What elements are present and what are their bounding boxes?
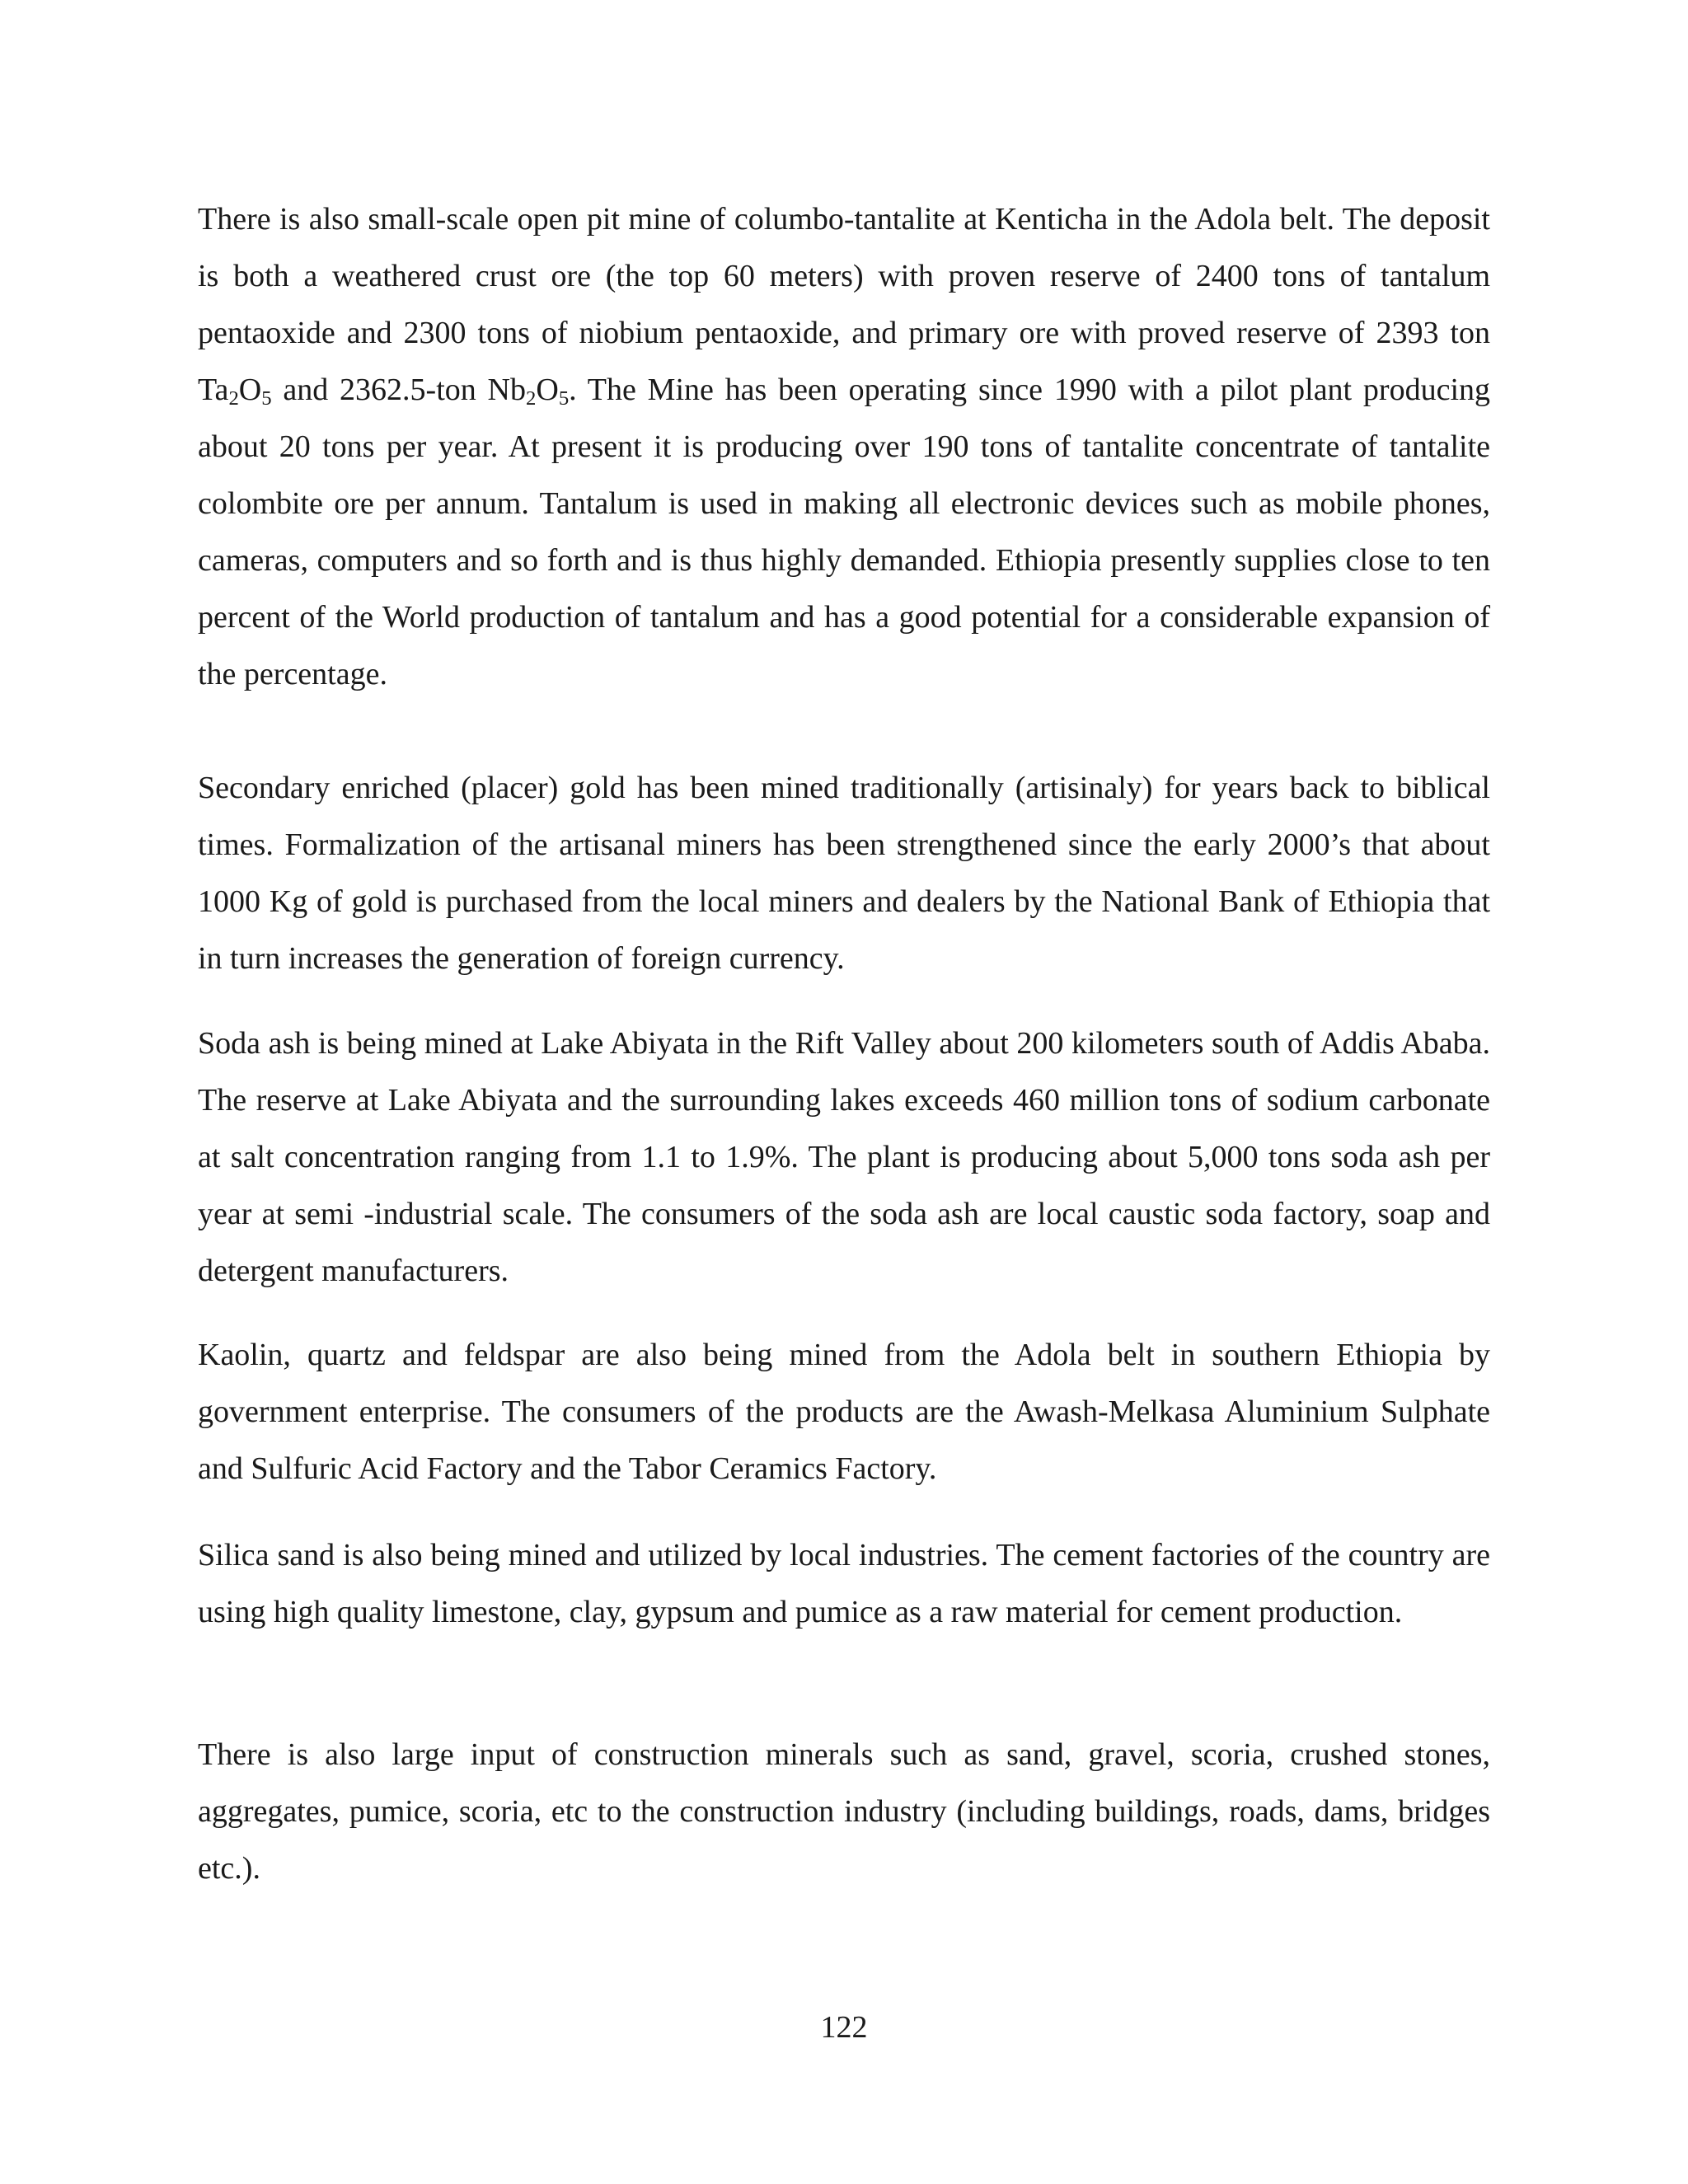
- paragraph-silica-sand: Silica sand is also being mined and utilized by local industries. The cement factories of the country are using high quality limestone, clay, gypsum and pumice as a raw material for cement production.: [198, 1538, 1490, 1629]
- page-number: 122: [820, 2010, 868, 2045]
- paragraph-soda-ash: Soda ash is being mined at Lake Abiyata in the Rift Valley about 200 kilometers south of Addis Ababa. The reserve at Lake Abiyata and the surrounding lakes exceeds 460 million tons of sodium carbonate at salt concentration ranging from 1.1 to 1.9%. The plant is producing about 5,000 tons soda ash per year at semi -industrial scale. The consumers of the soda ash are local caustic soda factory, soap and detergent manufacturers.: [198, 1026, 1490, 1288]
- subscript: 5: [558, 387, 570, 410]
- paragraph-text: . The Mine has been operating since 1990 with a pilot plant producing about 20 tons per year. At present it is producing over 190 tons of tantalite concentrate of tantalite colombite ore per annum. Tantalum is used in making all electronic devices such as mobile phones, cameras, computers and so forth and is thus highly demanded. Ethiopia presently supplies close to ten percent of the World production of tantalum and has a good potential for a considerable expansion of the percentage.: [198, 373, 1490, 691]
- paragraph-construction-minerals: There is also large input of construction minerals such as sand, gravel, scoria, crushed stones, aggregates, pumice, scoria, etc to the construction industry (including buildings, roads, dams, bridges etc.).: [198, 1737, 1490, 1886]
- subscript: 2: [228, 387, 239, 410]
- formula-text: O: [536, 373, 559, 407]
- paragraph-text: and 2362.5-ton Nb: [271, 373, 527, 407]
- subscript: 2: [526, 387, 537, 410]
- paragraph-kaolin: Kaolin, quartz and feldspar are also being mined from the Adola belt in southern Ethiopia by government enterprise. The consumers of the products are the Awash-Melkasa Aluminium Sulphate and Sulfuric Acid Factory and the Tabor Ceramics Factory.: [198, 1338, 1490, 1486]
- paragraph-tantalite: [198, 191, 1490, 703]
- formula-text: O: [238, 373, 262, 407]
- paragraph-text: There is also small-scale open pit mine of columbo-tantalite at Kenticha in the Adola belt. The deposit is both a weathered crust ore (the top 60 meters) with proven reserve of 2400 tons of tantalum pentaoxide and 2300 tons of niobium pentaoxide, and primary ore with proved reserve of 2393 ton: [198, 202, 1490, 350]
- paragraph-placer-gold: Secondary enriched (placer) gold has been mined traditionally (artisinaly) for years back to biblical times. Formalization of the artisanal miners has been strengthened since the early 2000’s that about 1000 Kg of gold is purchased from the local miners and dealers by the National Bank of Ethiopia that in turn increases the generation of foreign currency.: [198, 771, 1490, 976]
- formula-text: Ta: [198, 373, 229, 407]
- subscript: 5: [261, 387, 272, 410]
